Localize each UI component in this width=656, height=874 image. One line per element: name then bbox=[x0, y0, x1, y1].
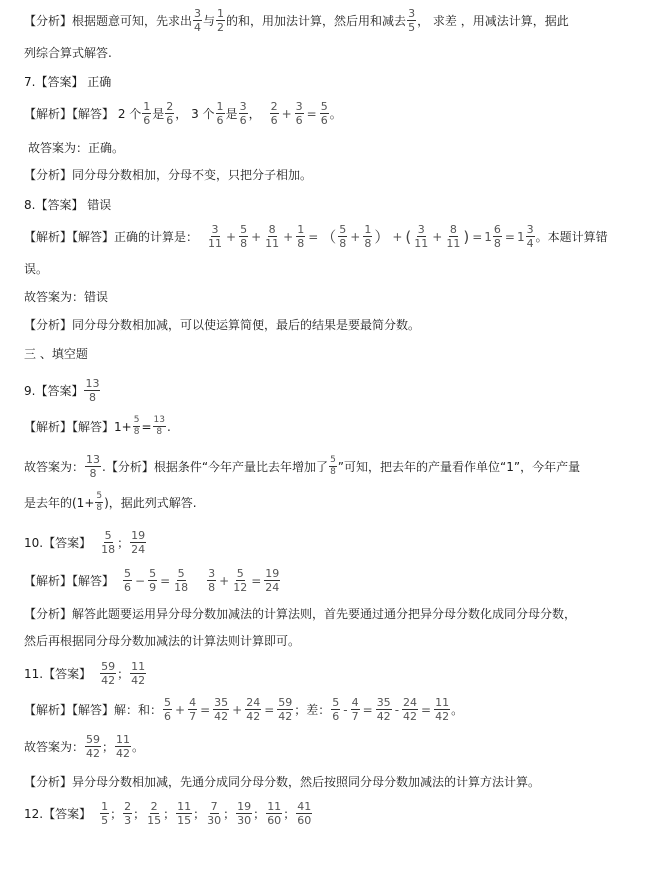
answer-text: 11.【答案】 bbox=[24, 667, 92, 681]
separator: ； bbox=[193, 807, 206, 821]
fraction: $\frac{5}{8}$ bbox=[133, 415, 140, 437]
fraction: $\frac{5}{18}$ bbox=[174, 567, 189, 594]
text: . bbox=[166, 419, 171, 434]
fraction: $\frac{7}{30}$ bbox=[207, 800, 222, 827]
separator: ； bbox=[163, 807, 176, 821]
fraction: $\frac{5}{8}$ bbox=[240, 223, 248, 250]
whole-number: 1 bbox=[516, 229, 525, 244]
operator: - bbox=[394, 702, 400, 717]
bracket: ） bbox=[374, 228, 390, 246]
separator: ； bbox=[117, 536, 130, 550]
fraction: $\frac{13}{8}$ bbox=[86, 453, 101, 480]
solution-q7 bbox=[24, 101, 342, 126]
fraction: $\frac{3}{6}$ bbox=[239, 100, 247, 127]
fraction: $\frac{8}{11}$ bbox=[265, 223, 280, 250]
answer-text: 9.【答案】 bbox=[24, 384, 84, 398]
analysis-text: 然后再根据同分母分数加减法的计算法则计算即可。 bbox=[24, 634, 301, 648]
fraction: $\frac{2}{6}$ bbox=[270, 100, 278, 127]
fraction: $\frac{59}{42}$ bbox=[278, 696, 293, 723]
separator: ； bbox=[253, 807, 266, 821]
analysis-q10-cont bbox=[24, 632, 300, 649]
bracket: ( bbox=[405, 227, 412, 246]
text: ， 3 个 bbox=[175, 107, 215, 121]
text: 与 bbox=[203, 14, 216, 28]
text: )，据此列式解答. bbox=[104, 496, 197, 510]
fraction: $\frac{4}{7}$ bbox=[351, 696, 359, 723]
text: 。 bbox=[451, 703, 464, 717]
fraction: $\frac{11}{42}$ bbox=[131, 660, 146, 687]
answer-q11 bbox=[24, 661, 147, 686]
fraction: $\frac{1}{8}$ bbox=[364, 223, 372, 250]
text: 。 bbox=[329, 107, 342, 121]
solution-tag: 【解析】【解答】正确的计算是： bbox=[24, 230, 199, 244]
fraction: $\frac{24}{42}$ bbox=[246, 696, 261, 723]
fraction: $\frac{3}{11}$ bbox=[414, 223, 429, 250]
answer-q10 bbox=[24, 530, 147, 555]
fraction: $\frac{13}{8}$ bbox=[153, 415, 165, 437]
fraction: $\frac{5}{9}$ bbox=[149, 567, 157, 594]
text: 。本题计算错 bbox=[535, 230, 608, 244]
operator: + bbox=[226, 229, 237, 244]
solution-tag: 【解析】【解答】 2 个 bbox=[24, 107, 142, 121]
answer-text: 10.【答案】 bbox=[24, 536, 92, 550]
fraction: $\frac{59}{42}$ bbox=[101, 660, 116, 687]
fraction: $\frac{2}{15}$ bbox=[147, 800, 162, 827]
answer-text: 8.【答案】 错误 bbox=[24, 198, 112, 212]
bracket: ) bbox=[463, 227, 470, 246]
fraction: $\frac{1}{5}$ bbox=[101, 800, 109, 827]
operator: + bbox=[175, 702, 186, 717]
separator: ； bbox=[102, 740, 115, 754]
operator: + bbox=[350, 229, 361, 244]
fraction: $\frac{19}{24}$ bbox=[265, 567, 280, 594]
text-line bbox=[24, 44, 112, 61]
fraction: $\frac{2}{6}$ bbox=[166, 100, 174, 127]
fraction: $\frac{5}{18}$ bbox=[101, 529, 116, 556]
fraction: $\frac{2}{3}$ bbox=[124, 800, 132, 827]
fraction: $\frac{4}{7}$ bbox=[189, 696, 197, 723]
fraction: $\frac{5}{6}$ bbox=[164, 696, 172, 723]
fraction: $\frac{5}{8}$ bbox=[330, 455, 336, 477]
analysis-q7 bbox=[24, 166, 312, 183]
fraction: $\frac{5}{6}$ bbox=[124, 567, 132, 594]
text: ；差： bbox=[294, 703, 331, 717]
operator: = bbox=[306, 106, 317, 121]
section-heading bbox=[24, 345, 88, 362]
text-line bbox=[24, 260, 48, 277]
final-answer: 故答案为：正确。 bbox=[28, 141, 125, 155]
operator: - bbox=[343, 702, 348, 717]
final-q9 bbox=[24, 454, 580, 479]
answer-q12 bbox=[24, 801, 313, 826]
separator: ； bbox=[133, 807, 146, 821]
section-title: 三 、填空题 bbox=[24, 347, 88, 361]
text: 列综合算式解答. bbox=[24, 46, 112, 60]
fraction: $\frac{35}{42}$ bbox=[214, 696, 229, 723]
fraction: $\frac{3}{8}$ bbox=[208, 567, 216, 594]
operator: = bbox=[264, 702, 275, 717]
fraction: $\frac{41}{60}$ bbox=[297, 800, 312, 827]
analysis-text: 【分析】同分母分数相加，分母不变，只把分子相加。 bbox=[24, 168, 313, 182]
text: ， bbox=[248, 107, 261, 121]
text: 。 bbox=[132, 740, 145, 754]
operator: + bbox=[392, 229, 403, 244]
fraction: $\frac{8}{11}$ bbox=[446, 223, 461, 250]
text: 误。 bbox=[24, 262, 49, 276]
solution-q11 bbox=[24, 697, 463, 722]
fraction: $\frac{5}{8}$ bbox=[96, 491, 103, 513]
analysis-text: 【分析】解答此题要运用异分母分数加减法的计算法则，首先要通过通分把异分母分数化成同分母分数， bbox=[24, 607, 577, 621]
fraction: $\frac{59}{42}$ bbox=[86, 733, 101, 760]
answer-list bbox=[99, 801, 313, 826]
fraction: $\frac{5}{6}$ bbox=[332, 696, 340, 723]
separator: ； bbox=[110, 807, 123, 821]
operator: = bbox=[472, 229, 483, 244]
text: 是 bbox=[152, 107, 165, 121]
final-answer: 故答案为：错误 bbox=[24, 290, 109, 304]
fraction: $\frac{11}{15}$ bbox=[177, 800, 192, 827]
final-q7 bbox=[28, 139, 124, 156]
solution-tag: 【解析】【解答】 bbox=[24, 574, 115, 588]
fraction: $\frac{6}{8}$ bbox=[493, 223, 501, 250]
operator: = bbox=[200, 702, 211, 717]
separator: ； bbox=[117, 667, 130, 681]
fraction: $\frac{3}{11}$ bbox=[208, 223, 223, 250]
fraction: $\frac{5}{12}$ bbox=[233, 567, 248, 594]
operator: = bbox=[362, 702, 373, 717]
answer-q8 bbox=[24, 196, 111, 213]
answer-text: 7.【答案】 正确 bbox=[24, 75, 112, 89]
separator: ； bbox=[283, 807, 296, 821]
solution-q10 bbox=[24, 568, 281, 593]
fraction: $\frac{11}{42}$ bbox=[116, 733, 131, 760]
operator: = bbox=[160, 573, 171, 588]
operator: = bbox=[421, 702, 432, 717]
fraction: $\frac{11}{42}$ bbox=[435, 696, 450, 723]
solution-q8 bbox=[24, 224, 608, 249]
operator: = bbox=[251, 573, 262, 588]
fraction: $\frac{3}{4}$ bbox=[194, 7, 202, 34]
fraction: $\frac{1}{6}$ bbox=[143, 100, 151, 127]
fraction: $\frac{3}{6}$ bbox=[295, 100, 303, 127]
whole-number: 1 bbox=[484, 229, 492, 244]
separator: ； bbox=[223, 807, 236, 821]
fraction: $\frac{24}{42}$ bbox=[403, 696, 418, 723]
fraction: $\frac{19}{24}$ bbox=[131, 529, 146, 556]
text: 是 bbox=[225, 107, 238, 121]
operator: = bbox=[308, 229, 319, 244]
answer-text: 12.【答案】 bbox=[24, 807, 92, 821]
operator: + bbox=[251, 229, 262, 244]
fraction: $\frac{1}{8}$ bbox=[297, 223, 305, 250]
solution-tag: 【解析】【解答】1+ bbox=[24, 420, 132, 434]
operator: = bbox=[504, 229, 515, 244]
fraction: $\frac{5}{8}$ bbox=[339, 223, 347, 250]
bracket: （ bbox=[321, 228, 337, 246]
operator: + bbox=[283, 229, 294, 244]
answer-q7 bbox=[24, 73, 111, 90]
analysis-line-q6 bbox=[24, 8, 569, 33]
analysis-text: ”可知，把去年的产量看作单位“1”，今年产量 bbox=[337, 460, 581, 474]
answer-q9 bbox=[24, 378, 101, 403]
fraction: $\frac{1}{2}$ bbox=[217, 7, 225, 34]
fraction: $\frac{11}{60}$ bbox=[267, 800, 282, 827]
operator: + bbox=[232, 702, 243, 717]
text: 是去年的(1+ bbox=[24, 496, 95, 510]
fraction: $\frac{19}{30}$ bbox=[237, 800, 252, 827]
fraction: $\frac{35}{42}$ bbox=[376, 696, 391, 723]
analysis-text: .【分析】根据条件“今年产量比去年增加了 bbox=[102, 460, 329, 474]
solution-tag: 【解析】【解答】解：和： bbox=[24, 703, 163, 717]
analysis-q11 bbox=[24, 773, 540, 790]
operator: + bbox=[219, 573, 230, 588]
analysis-q8 bbox=[24, 316, 420, 333]
text: 的和，用加法计算，然后用和减去 bbox=[226, 14, 407, 28]
operator: = bbox=[141, 419, 152, 434]
analysis-q9 bbox=[24, 492, 197, 513]
fraction: $\frac{5}{6}$ bbox=[320, 100, 328, 127]
operator: + bbox=[432, 229, 443, 244]
analysis-text: 【分析】异分母分数相加减，先通分成同分母分数，然后按照同分母分数加减法的计算方法计算。 bbox=[24, 775, 541, 789]
fraction: $\frac{3}{5}$ bbox=[408, 7, 416, 34]
text: 根据题意可知，先求出 bbox=[72, 14, 193, 28]
fraction: $\frac{3}{4}$ bbox=[526, 223, 534, 250]
analysis-q10 bbox=[24, 605, 576, 622]
final-q11 bbox=[24, 734, 144, 759]
solution-q9 bbox=[24, 416, 171, 437]
text: ， 求差 ，用减法计算，据此 bbox=[417, 14, 569, 28]
analysis-text: 【分析】同分母分数相加减，可以使运算简便，最后的结果是要最简分数。 bbox=[24, 318, 421, 332]
fraction: $\frac{13}{8}$ bbox=[85, 377, 100, 404]
final-q8 bbox=[24, 288, 108, 305]
fraction: $\frac{1}{6}$ bbox=[216, 100, 224, 127]
final-answer: 故答案为： bbox=[24, 740, 85, 754]
final-answer: 故答案为： bbox=[24, 460, 85, 474]
operator: + bbox=[281, 106, 292, 121]
operator: − bbox=[135, 573, 146, 588]
analysis-tag: 【分析】 bbox=[24, 14, 73, 28]
